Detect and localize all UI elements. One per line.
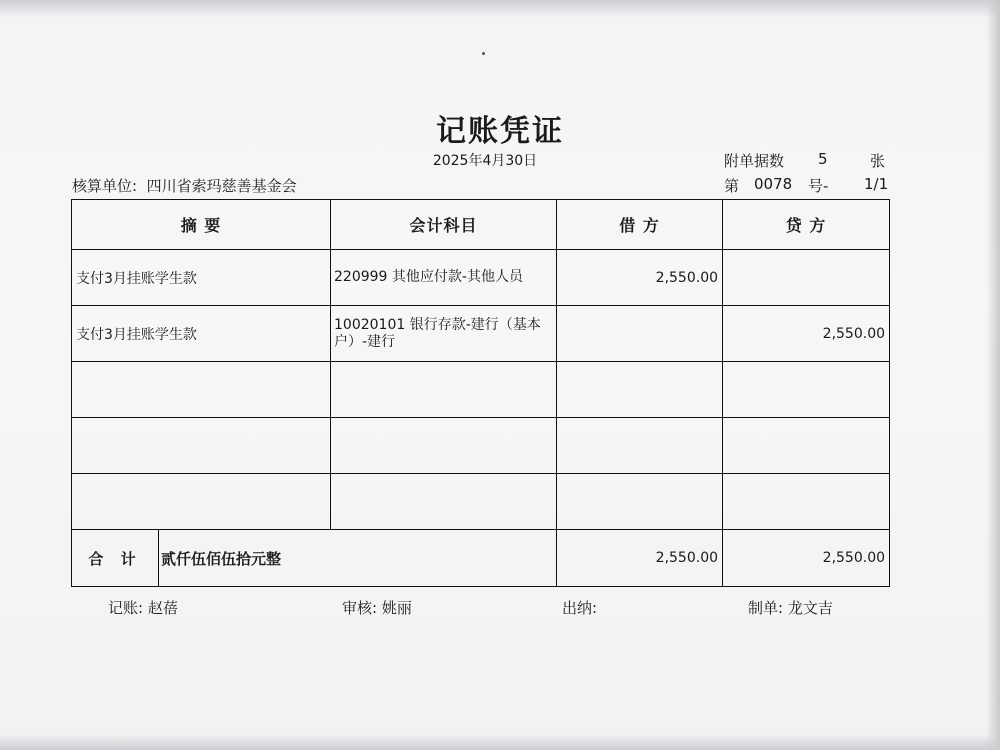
voucher-title: 记账凭证 xyxy=(436,114,564,149)
table-row xyxy=(72,250,890,306)
bookkeeper-signoff xyxy=(108,597,178,618)
total-debit: 2,550.00 xyxy=(557,530,723,587)
cashier-signoff xyxy=(562,597,602,618)
row-account: 10020101 银行存款-建行（基本户）-建行 xyxy=(331,306,557,362)
row-account xyxy=(331,362,557,418)
reviewer-signoff xyxy=(342,597,412,618)
header-credit: 贷 方 xyxy=(723,200,890,250)
number-suffix: 号- xyxy=(808,177,829,195)
reviewer-name: 姚丽 xyxy=(381,599,412,617)
row-account xyxy=(331,474,557,530)
voucher-date: 2025年4月30日 xyxy=(432,153,538,169)
total-label: 合 计 xyxy=(72,530,159,587)
row-summary xyxy=(72,418,331,474)
row-account xyxy=(331,418,557,474)
total-row xyxy=(72,530,890,587)
preparer-name: 龙文吉 xyxy=(787,599,833,617)
number-value: 0078 xyxy=(754,175,793,193)
reviewer-label: 审核: xyxy=(342,599,378,617)
scan-edge-top xyxy=(0,0,1000,18)
voucher-number xyxy=(724,175,888,195)
row-summary: 支付3月挂账学生款 xyxy=(72,250,331,306)
header-summary: 摘 要 xyxy=(72,200,331,250)
attachments-unit: 张 xyxy=(870,152,886,170)
bookkeeper-label: 记账: xyxy=(108,599,144,617)
row-debit xyxy=(557,362,723,418)
table-row xyxy=(72,474,890,530)
row-credit xyxy=(723,418,890,474)
table-row xyxy=(72,362,890,418)
row-credit xyxy=(723,250,890,306)
cashier-label: 出纳: xyxy=(562,599,598,617)
row-credit xyxy=(723,362,890,418)
table-header-row xyxy=(72,200,890,250)
row-debit xyxy=(557,474,723,530)
table-row xyxy=(72,306,890,362)
unit-name: 四川省索玛慈善基金会 xyxy=(146,177,297,195)
total-credit: 2,550.00 xyxy=(723,530,890,587)
total-amount-in-words: 贰仟伍佰伍拾元整 xyxy=(159,530,557,587)
row-summary xyxy=(72,362,331,418)
row-summary xyxy=(72,474,331,530)
scan-edge-bottom xyxy=(0,734,1000,750)
header-debit: 借 方 xyxy=(557,200,723,250)
header-account: 会计科目 xyxy=(331,200,557,250)
preparer-label: 制单: xyxy=(748,599,784,617)
ledger-table xyxy=(71,199,890,587)
scan-speck xyxy=(482,52,485,55)
row-summary: 支付3月挂账学生款 xyxy=(72,306,331,362)
bookkeeper-name: 赵蓓 xyxy=(147,599,178,617)
preparer-signoff xyxy=(748,597,833,618)
row-debit xyxy=(557,418,723,474)
attachments-count: 5 xyxy=(818,150,828,168)
accounting-unit xyxy=(72,175,297,196)
row-debit: 2,550.00 xyxy=(557,250,723,306)
row-credit xyxy=(723,474,890,530)
attachments-label: 附单据数 xyxy=(724,152,785,170)
number-prefix: 第 xyxy=(724,177,740,195)
table-row xyxy=(72,418,890,474)
row-credit: 2,550.00 xyxy=(723,306,890,362)
unit-label: 核算单位: xyxy=(72,177,138,195)
row-account: 220999 其他应付款-其他人员 xyxy=(331,250,557,306)
row-debit xyxy=(557,306,723,362)
page-indicator: 1/1 xyxy=(864,175,889,193)
